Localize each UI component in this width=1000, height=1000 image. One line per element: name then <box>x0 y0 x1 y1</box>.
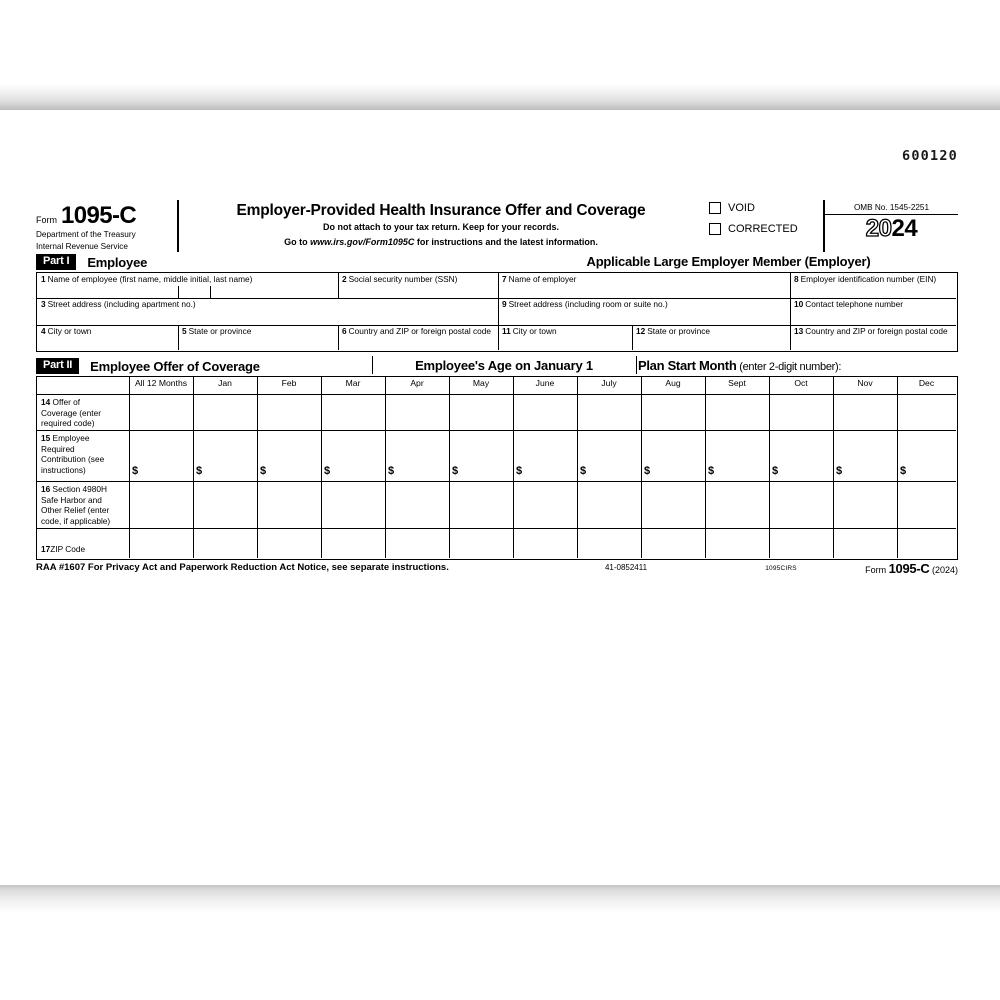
field-9-text: Street address (including room or suite no.) <box>508 299 668 309</box>
dollar-sign-june: $ <box>516 465 523 477</box>
row14-cell-may[interactable] <box>450 395 512 429</box>
row17-cell-mar[interactable] <box>322 530 384 558</box>
row15-cell-sept[interactable] <box>706 431 768 480</box>
field-11-input[interactable] <box>500 337 630 349</box>
field-3-label <box>37 298 196 310</box>
field-11-text: City or town <box>512 326 557 336</box>
field-11-num: 11 <box>502 326 511 336</box>
page-bottom-shadow <box>0 885 1000 913</box>
row15-cell-july[interactable] <box>578 431 640 480</box>
row-14-line2: Coverage (enter <box>41 407 101 418</box>
field-6-text: Country and ZIP or foreign postal code <box>348 326 491 336</box>
row16-cell-all12[interactable] <box>130 482 192 527</box>
row15-cell-apr[interactable] <box>386 431 448 480</box>
field-10-input[interactable] <box>792 310 956 324</box>
row16-underline <box>37 528 956 529</box>
field-4-input[interactable] <box>39 337 176 349</box>
dollar-sign-july: $ <box>580 465 587 477</box>
goto-prefix: Go to <box>284 237 311 248</box>
col-header-mar: Mar <box>345 378 361 388</box>
field-8-num: 8 <box>794 274 799 284</box>
row17-cell-aug[interactable] <box>642 530 704 558</box>
dollar-sign-may: $ <box>452 465 459 477</box>
row16-cell-oct[interactable] <box>770 482 832 527</box>
part1-banner <box>36 254 147 270</box>
row-16-line3: Other Relief (enter <box>41 505 110 516</box>
page-top-shadow <box>0 84 1000 110</box>
row16-cell-june[interactable] <box>514 482 576 527</box>
row17-cell-sept[interactable] <box>706 530 768 558</box>
row17-cell-nov[interactable] <box>834 530 896 558</box>
col-header-all12: All 12 Months <box>134 378 188 388</box>
field-8-input[interactable] <box>792 284 956 297</box>
col-header-aug: Aug <box>665 378 681 388</box>
row17-cell-july[interactable] <box>578 530 640 558</box>
field-10-num: 10 <box>794 299 804 309</box>
omb-number: OMB No. 1545-2251 <box>825 203 958 215</box>
scan-control-number: 600120 <box>902 148 958 164</box>
col-header-dec: Dec <box>918 378 935 388</box>
row-17-label <box>37 544 133 555</box>
field-3-text: Street address (including apartment no.) <box>47 299 196 309</box>
field-13-label <box>790 325 948 337</box>
field-4-text: City or town <box>47 326 92 336</box>
employer-section-heading: Applicable Large Employer Member (Employer) <box>586 254 871 269</box>
field-2-label <box>338 273 457 285</box>
row-14-line3: required code) <box>41 418 95 429</box>
field-9-label <box>498 298 668 310</box>
part1-grid <box>36 272 958 352</box>
row15-cell-dec[interactable] <box>898 431 956 480</box>
row-17-line1: ZIP Code <box>50 544 86 554</box>
row16-cell-dec[interactable] <box>898 482 956 527</box>
field-5-num: 5 <box>182 326 187 336</box>
row14-cell-oct[interactable] <box>770 395 832 429</box>
status-checkbox-group <box>703 200 823 252</box>
row-16-line2: Safe Harbor and <box>41 494 102 505</box>
form-header <box>36 200 958 252</box>
void-label: VOID <box>728 202 755 214</box>
row16-cell-mar[interactable] <box>322 482 384 527</box>
row-15-line4: instructions) <box>41 464 86 475</box>
dollar-sign-nov: $ <box>836 465 843 477</box>
col-header-jan: Jan <box>218 378 232 388</box>
col-header-oct: Oct <box>794 378 808 388</box>
field-8-label <box>790 273 936 285</box>
row-16-num: 16 <box>41 484 51 494</box>
field-12-text: State or province <box>647 326 710 336</box>
row16-cell-july[interactable] <box>578 482 640 527</box>
title-subtitle-1: Do not attach to your tax return. Keep for your records. <box>322 222 560 233</box>
footer-form-year: (2024) <box>931 565 958 575</box>
dollar-sign-mar: $ <box>324 465 331 477</box>
col-header-nov: Nov <box>857 378 873 388</box>
row14-cell-feb[interactable] <box>258 395 320 429</box>
part1-center-divider <box>498 273 499 350</box>
tax-year-prefix: 20 <box>865 215 892 242</box>
row16-cell-nov[interactable] <box>834 482 896 527</box>
goto-suffix: for instructions and the latest information. <box>414 237 598 248</box>
field-13-input[interactable] <box>792 337 956 349</box>
department-line-2: Internal Revenue Service <box>36 242 128 252</box>
row14-cell-july[interactable] <box>578 395 640 429</box>
row17-cell-june[interactable] <box>514 530 576 558</box>
footer-form-word: Form <box>865 565 887 575</box>
field-11-label <box>498 325 557 337</box>
row17-cell-jan[interactable] <box>194 530 256 558</box>
page-title: Employer-Provided Health Insurance Offer and Coverage <box>236 202 646 219</box>
part2-title: Employee Offer of Coverage <box>90 358 260 374</box>
field-6-label <box>338 325 491 337</box>
row15-cell-mar[interactable] <box>322 431 384 480</box>
row-15-line2: Required <box>41 443 75 454</box>
corrected-checkbox-row[interactable] <box>709 223 823 235</box>
form-word-label: Form <box>36 215 57 225</box>
field-5-label <box>178 325 251 337</box>
field-10-label <box>790 298 903 310</box>
field-4-num: 4 <box>41 326 46 336</box>
field-7-label <box>498 273 576 285</box>
field-7-num: 7 <box>502 274 507 284</box>
row14-cell-nov[interactable] <box>834 395 896 429</box>
row16-cell-feb[interactable] <box>258 482 320 527</box>
tax-year-suffix: 24 <box>891 215 918 242</box>
field-12-input[interactable] <box>634 337 788 349</box>
col-header-july: July <box>601 378 617 388</box>
dollar-sign-apr: $ <box>388 465 395 477</box>
field-12-label <box>632 325 710 337</box>
row15-cell-oct[interactable] <box>770 431 832 480</box>
row-14-line1: Offer of <box>52 397 81 407</box>
row14-cell-sept[interactable] <box>706 395 768 429</box>
field-3-num: 3 <box>41 299 46 309</box>
field-1-label <box>37 273 252 285</box>
footer-form-identity <box>758 561 958 576</box>
dollar-sign-dec: $ <box>900 465 907 477</box>
row15-cell-all12[interactable] <box>130 431 192 480</box>
row15-cell-aug[interactable] <box>642 431 704 480</box>
row14-cell-apr[interactable] <box>386 395 448 429</box>
employee-age-heading: Employee's Age on January 1 <box>415 358 593 373</box>
row-16-label <box>37 484 133 526</box>
field-2-num: 2 <box>342 274 347 284</box>
field-1-input[interactable] <box>39 284 336 297</box>
footer-form-code: 1095CIRS <box>765 565 797 572</box>
void-checkbox-row[interactable] <box>709 202 823 214</box>
row-17-num: 17 <box>41 544 51 554</box>
plan-start-bold: Plan Start Month <box>638 358 737 373</box>
plan-start-month-input[interactable] <box>826 358 954 374</box>
row-15-line1: Employee <box>52 433 90 443</box>
row15-cell-june[interactable] <box>514 431 576 480</box>
form-number-label: 1095-C <box>61 202 137 229</box>
row-15-num: 15 <box>41 433 51 443</box>
dollar-sign-jan: $ <box>196 465 203 477</box>
field-9-input[interactable] <box>500 310 788 324</box>
row16-cell-aug[interactable] <box>642 482 704 527</box>
row15-cell-jan[interactable] <box>194 431 256 480</box>
row15-cell-nov[interactable] <box>834 431 896 480</box>
form-identity-block <box>36 200 179 252</box>
footer-form-number: 1095-C <box>888 561 930 576</box>
privacy-act-notice: RAA #1607 For Privacy Act and Paperwork Reduction Act Notice, see separate instructions. <box>36 562 449 573</box>
dollar-sign-sept: $ <box>708 465 715 477</box>
field-5-text: State or province <box>188 326 252 336</box>
row15-cell-may[interactable] <box>450 431 512 480</box>
row-15-line3: Contribution (see <box>41 454 105 465</box>
part2-banner-divider-2 <box>636 356 637 374</box>
field-7-input[interactable] <box>500 284 788 297</box>
row17-cell-apr[interactable] <box>386 530 448 558</box>
footer-ein-number: 41-0852411 <box>604 563 648 572</box>
row16-cell-jan[interactable] <box>194 482 256 527</box>
field-6-num: 6 <box>342 326 347 336</box>
field-12-num: 12 <box>636 326 646 336</box>
part1-tag: Part I <box>36 254 76 270</box>
corrected-label: CORRECTED <box>728 223 798 235</box>
field-8-text: Employer identification number (EIN) <box>800 274 937 284</box>
row16-cell-may[interactable] <box>450 482 512 527</box>
form-title-block <box>179 200 703 252</box>
field-10-text: Contact telephone number <box>805 299 904 309</box>
row17-cell-oct[interactable] <box>770 530 832 558</box>
part2-banner <box>36 358 260 374</box>
col-header-apr: Apr <box>410 378 424 388</box>
col-header-june: June <box>535 378 555 388</box>
tax-year <box>825 215 958 241</box>
field-6-input[interactable] <box>340 337 496 349</box>
field-2-input[interactable] <box>340 284 496 297</box>
row14-cell-all12[interactable] <box>130 395 192 429</box>
part2-grid <box>36 376 958 560</box>
field-5-input[interactable] <box>180 337 336 349</box>
field-1-num: 1 <box>41 274 46 284</box>
field-13-num: 13 <box>794 326 804 336</box>
row14-cell-aug[interactable] <box>642 395 704 429</box>
col-header-feb: Feb <box>281 378 297 388</box>
plan-start-month-heading <box>638 358 841 373</box>
field-1-text: Name of employee (first name, middle initial, last name) <box>47 274 253 284</box>
row17-cell-dec[interactable] <box>898 530 956 558</box>
part1-title: Employee <box>87 254 148 270</box>
row14-cell-dec[interactable] <box>898 395 956 429</box>
field-3-input[interactable] <box>39 310 496 324</box>
department-line-1: Department of the Treasury <box>36 230 136 239</box>
row-16-line4: code, if applicable) <box>41 515 111 526</box>
part2-tag: Part II <box>36 358 79 374</box>
row-15-label <box>37 433 133 475</box>
row-14-num: 14 <box>41 397 51 407</box>
field-7-text: Name of employer <box>508 274 577 284</box>
dollar-sign-aug: $ <box>644 465 651 477</box>
col-header-sept: Sept <box>728 378 746 388</box>
row16-cell-apr[interactable] <box>386 482 448 527</box>
corrected-checkbox[interactable] <box>709 223 721 235</box>
row-16-line1: Section 4980H <box>52 484 107 494</box>
irs-url-link[interactable]: www.irs.gov/Form1095C <box>310 237 415 248</box>
row17-cell-all12[interactable] <box>130 530 192 558</box>
plan-start-thin: (enter 2-digit number): <box>736 361 842 373</box>
field-13-text: Country and ZIP or foreign postal code <box>805 326 948 336</box>
dollar-sign-feb: $ <box>260 465 267 477</box>
dollar-sign-all12: $ <box>132 465 139 477</box>
row17-cell-feb[interactable] <box>258 530 320 558</box>
field-2-text: Social security number (SSN) <box>348 274 458 284</box>
row17-cell-may[interactable] <box>450 530 512 558</box>
field-4-label <box>37 325 91 337</box>
dollar-sign-oct: $ <box>772 465 779 477</box>
row14-cell-jan[interactable] <box>194 395 256 429</box>
row16-cell-sept[interactable] <box>706 482 768 527</box>
row15-cell-feb[interactable] <box>258 431 320 480</box>
omb-block <box>823 200 958 252</box>
title-subtitle-2 <box>185 237 697 249</box>
part2-banner-divider-1 <box>372 356 373 374</box>
row14-cell-mar[interactable] <box>322 395 384 429</box>
row-14-label <box>37 397 133 429</box>
field-9-num: 9 <box>502 299 507 309</box>
row14-cell-june[interactable] <box>514 395 576 429</box>
col-header-may: May <box>472 378 490 388</box>
void-checkbox[interactable] <box>709 202 721 214</box>
